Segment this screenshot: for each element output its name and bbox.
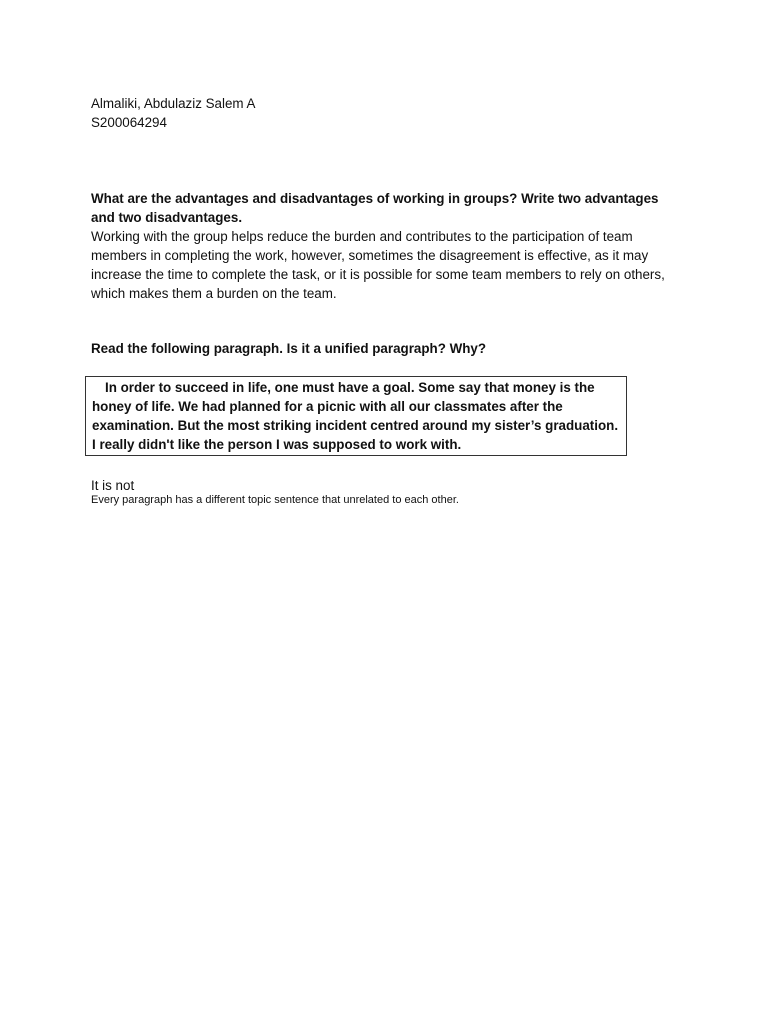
question-1-answer: Working with the group helps reduce the burden and contributes to the participation of team members in completing the work, however, sometimes the disagreement is effective, as it may increase the time to complete the task, or it is possible for some team members to rely on others, which makes them a burden on the team. bbox=[91, 229, 665, 301]
student-name: Almaliki, Abdulaziz Salem A bbox=[91, 96, 256, 111]
question-2-answer: It is not bbox=[91, 478, 135, 493]
question-2-prompt: Read the following paragraph. Is it a unified paragraph? Why? bbox=[91, 341, 487, 356]
question-2-reason: Every paragraph has a different topic sentence that unrelated to each other. bbox=[91, 494, 459, 506]
quoted-paragraph-text: In order to succeed in life, one must have a goal. Some say that money is the honey of life. We had planned for a picnic with all our classmates after the examination. But the most striking incident centred around my sister’s graduation. I really didn't like the person I was supposed to work with. bbox=[92, 380, 619, 452]
question-1-prompt: What are the advantages and disadvantages of working in groups? Write two advantages and two disadvantages. bbox=[91, 191, 659, 225]
student-id: S200064294 bbox=[91, 115, 167, 130]
quoted-paragraph-box bbox=[85, 376, 627, 456]
